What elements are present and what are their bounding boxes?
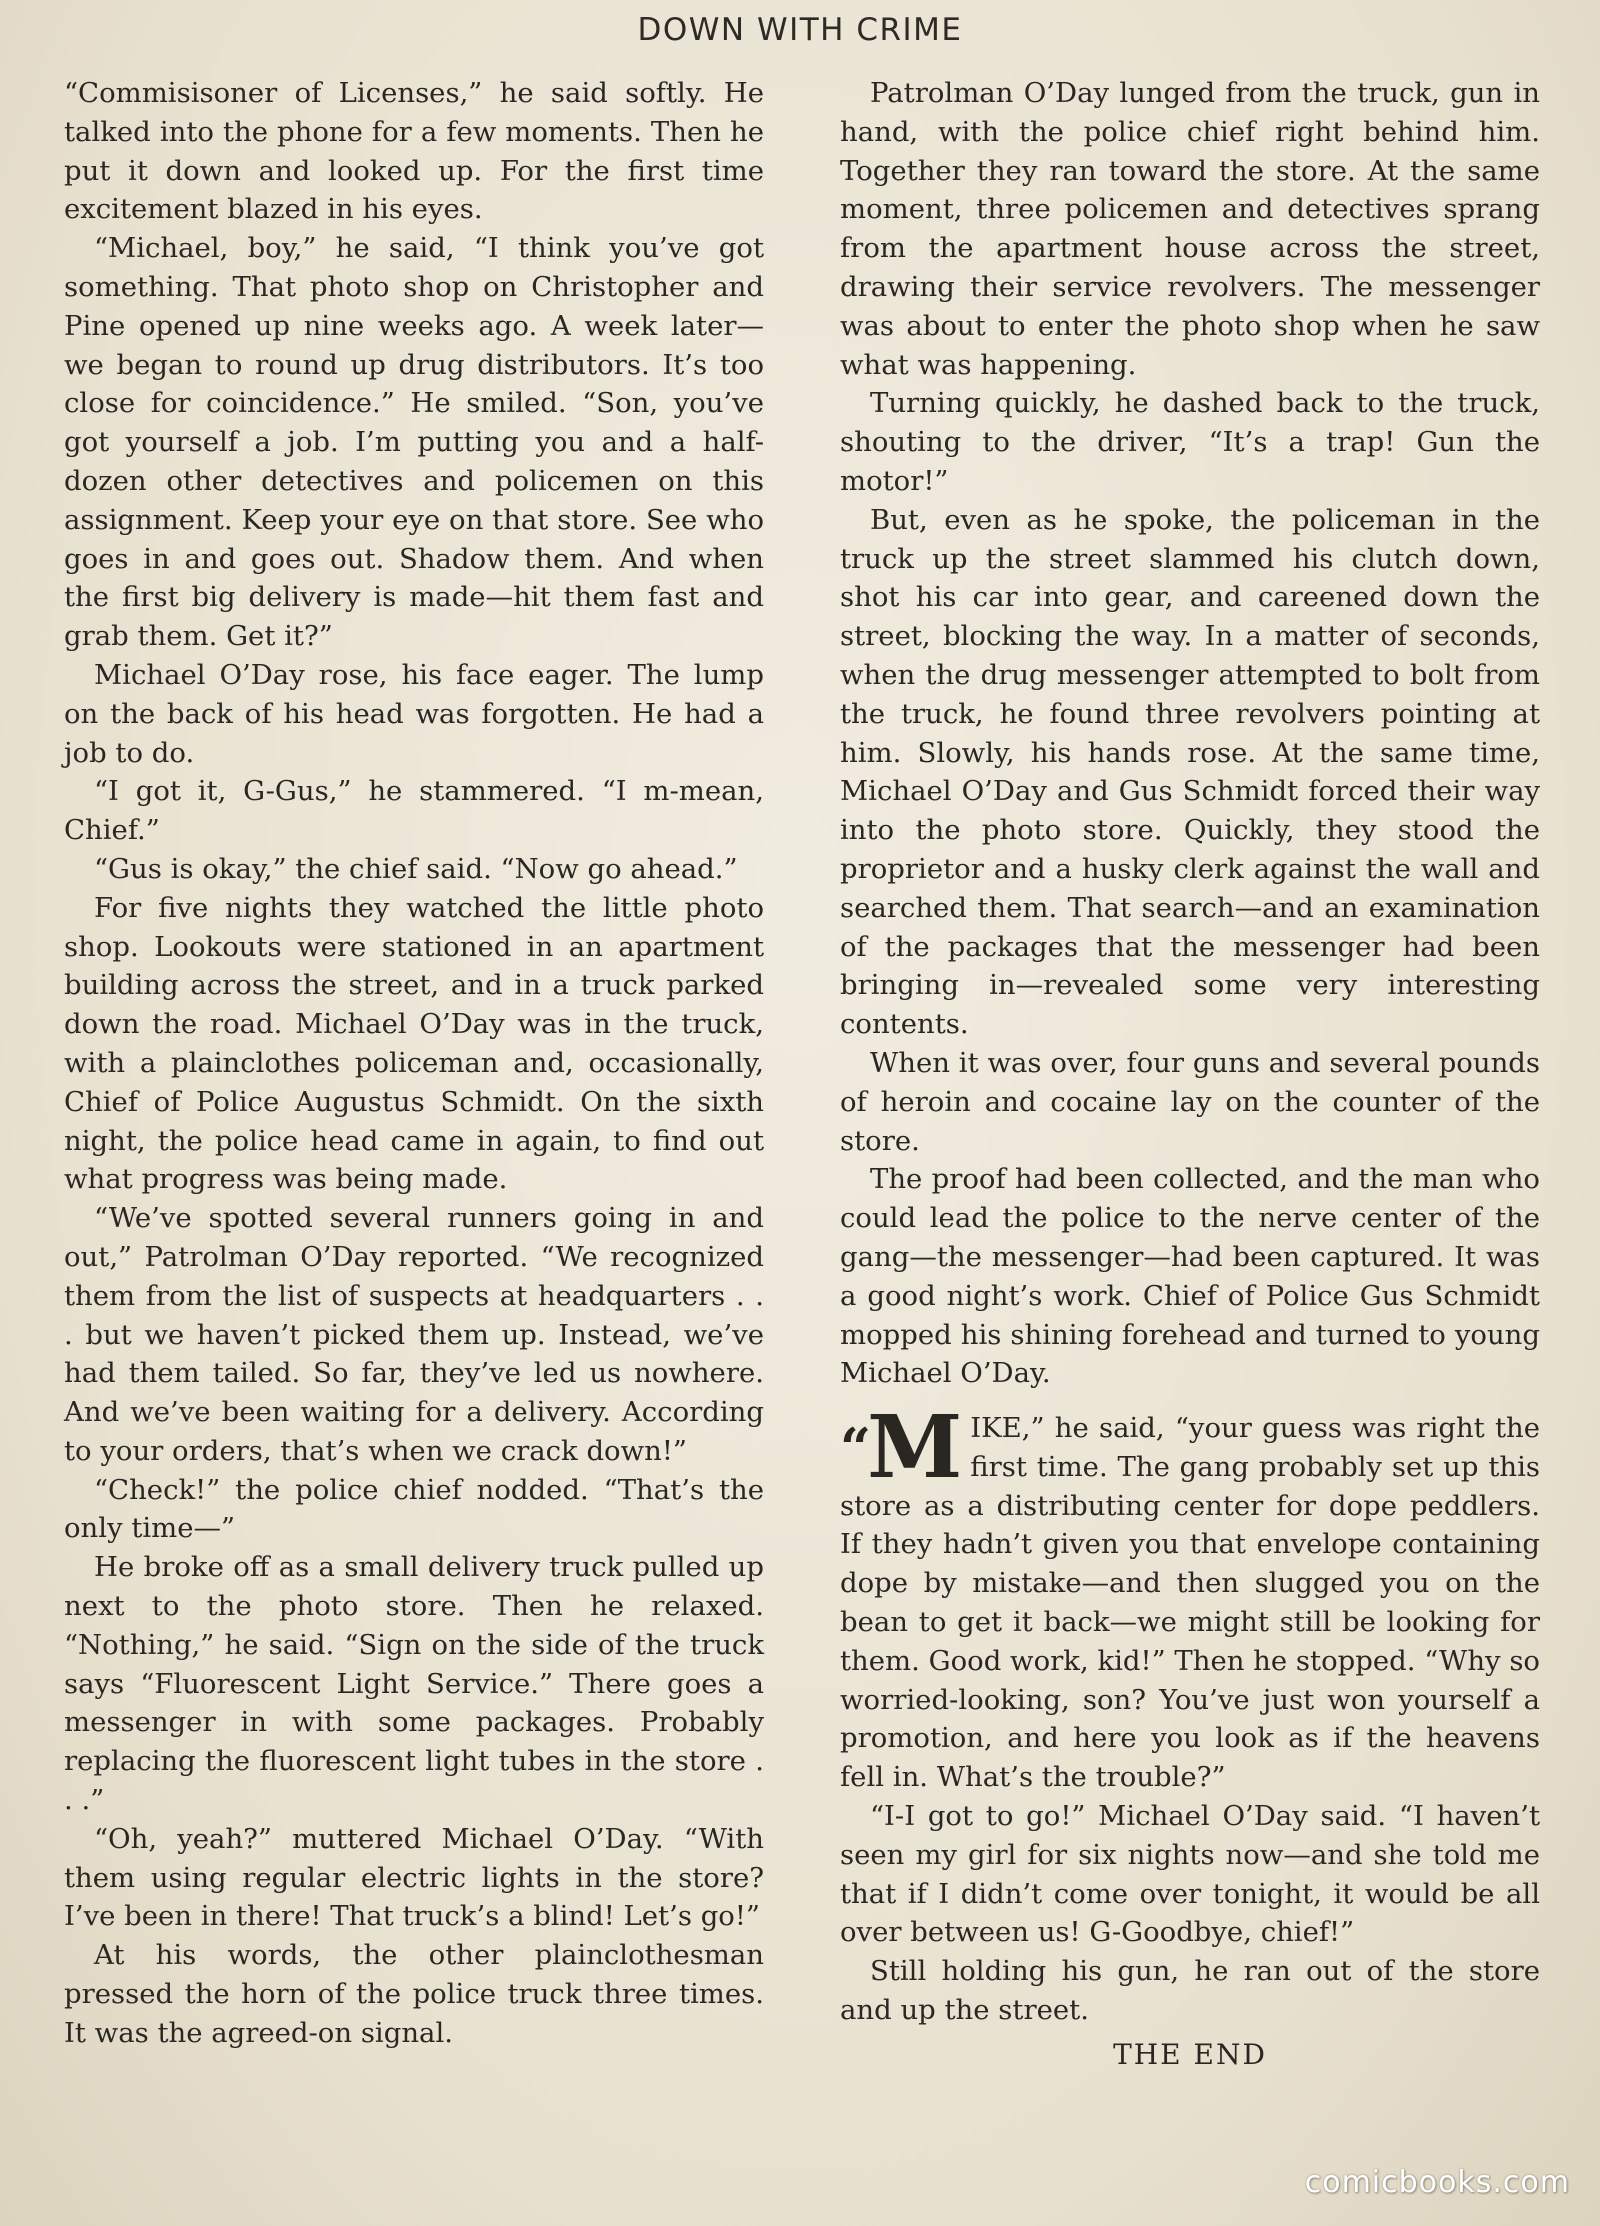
paragraph: “Commisisoner of Licenses,” he said softly. He talked into the phone for a few moments. Then he put it down and looked up. For the first time excitement blazed in his eyes.	[64, 77, 764, 226]
paragraph: “We’ve spotted several runners going in and out,” Patrolman O’Day reported. “We recognized them from the list of suspects at headquarters . . . but we haven’t picked them up. Instead, we’ve had them tailed. So far, they’ve led us nowhere. And we’ve been waiting for a delivery. According to your orders, that’s when we crack down!”	[64, 1202, 764, 1467]
paragraph: “Oh, yeah?” muttered Michael O’Day. “With them using regular electric lights in the store? I’ve been in there! That truck’s a blind! Let’s go!”	[64, 1822, 764, 1933]
drop-cap-letter: M	[867, 1397, 963, 1499]
drop-cap-quote: “	[840, 1416, 868, 1481]
paragraph: At his words, the other plainclothesman pressed the horn of the police truck three times. It was the agreed-on signal.	[64, 1939, 764, 2049]
the-end-label: THE END	[1113, 2037, 1267, 2071]
paragraph: “Gus is okay,” the chief said. “Now go ahead.”	[94, 852, 738, 885]
paragraph: Turning quickly, he dashed back to the truck, shouting to the driver, “It’s a trap! Gun the motor!”	[840, 387, 1540, 497]
paragraph: Michael O’Day rose, his face eager. The lump on the back of his head was forgotten. He had a job to do.	[64, 658, 764, 769]
paragraph: Still holding his gun, he ran out of the store and up the street.	[840, 1955, 1540, 2027]
paragraph: Patrolman O’Day lunged from the truck, gun in hand, with the police chief right behind him. Together they ran toward the store. At the same moment, three policemen and detectives sprang from the apartment house across the street, drawing their service revolvers. The messenger was about to enter the photo shop when he saw what was happening.	[840, 77, 1540, 381]
paragraph: For five nights they watched the little photo shop. Lookouts were stationed in an apartment building across the street, and in a truck parked down the road. Michael O’Day was in the truck, with a plainclothes policeman and, occasionally, Chief of Police Augustus Schmidt. On the sixth night, the police head came in again, to find out what progress was being made.	[64, 891, 764, 1196]
paragraph: IKE,” he said, “your guess was right the first time. The gang probably set up this store as a distributing center for dope peddlers. If they hadn’t given you that envelope containing dope by mistake—and then slugged you on the bean to get it back—we might still be looking for them. Good work, kid!” Then he stopped. “Why so worried-looking, son? You’ve just won yourself a promotion, and here you look as if the heavens fell in. What’s the trouble?”	[840, 1412, 1540, 1794]
paragraph: “I-I got to go!” Michael O’Day said. “I haven’t seen my girl for six nights now—and she told me that if I didn’t come over tonight, it would be all over between us! G-Goodbye, chief!”	[840, 1800, 1540, 1949]
paragraph: “Michael, boy,” he said, “I think you’ve got something. That photo shop on Christopher and Pine opened up nine weeks ago. A week later—we began to round up drug distributors. It’s too close for coincidence.” He smiled. “Son, you’ve got yourself a job. I’m putting you and a half-dozen other detectives and policemen on this assignment. Keep your eye on that store. See who goes in and goes out. Shadow them. And when the first big delivery is made—hit them fast and grab them. Get it?”	[64, 232, 764, 653]
paragraph: He broke off as a small delivery truck pulled up next to the photo store. Then he relaxed. “Nothing,” he said. “Sign on the side of the truck says “Fluorescent Light Service.” There goes a messenger in with some packages. Probably replacing the fluorescent light tubes in the store . . .”	[64, 1551, 764, 1817]
drop-cap	[840, 1397, 963, 1499]
paragraph: “I got it, G-Gus,” he stammered. “I m-mean, Chief.”	[64, 775, 764, 847]
left-column	[64, 74, 764, 2053]
right-column	[840, 74, 1540, 2075]
paragraph: When it was over, four guns and several pounds of heroin and cocaine lay on the counter of the store.	[840, 1046, 1540, 1157]
paragraph: “Check!” the police chief nodded. “That’s the only time—”	[64, 1473, 764, 1545]
running-header: DOWN WITH CRIME	[637, 12, 963, 48]
dropcap-section	[840, 1397, 1540, 1797]
watermark: comicbooks.com	[1304, 2165, 1570, 2200]
paragraph: But, even as he spoke, the policeman in the truck up the street slammed his clutch down, shot his car into gear, and careened down the street, blocking the way. In a matter of seconds, when the drug messenger attempted to bolt from the truck, he found three revolvers pointing at him. Slowly, his hands rose. At the same time, Michael O’Day and Gus Schmidt forced their way into the photo store. Quickly, they stood the proprietor and a husky clerk against the wall and searched them. That search—and an examination of the packages that the messenger had been bringing in—revealed some very interesting contents.	[840, 503, 1540, 1041]
paragraph: The proof had been collected, and the man who could lead the police to the nerve center of the gang—the messenger—had been captured. It was a good night’s work. Chief of Police Gus Schmidt mopped his shining forehead and turned to young Michael O’Day.	[840, 1163, 1540, 1390]
